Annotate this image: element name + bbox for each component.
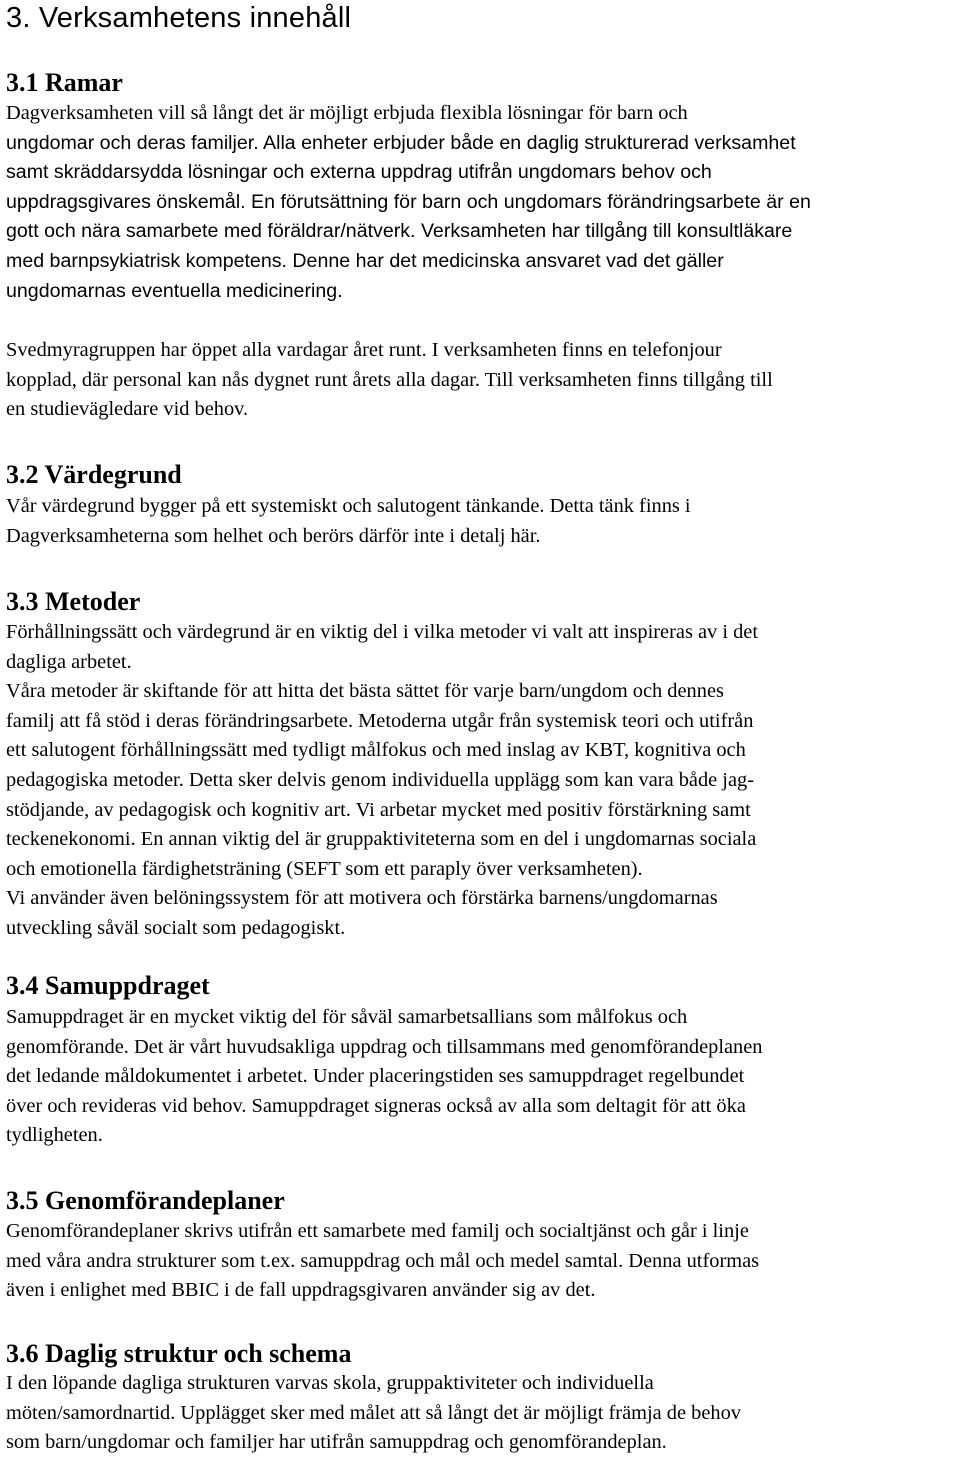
text-line: Dagverksamheten vill så långt det är möjligt erbjuda flexibla lösningar för barn och xyxy=(6,102,688,124)
text-line: även i enlighet med BBIC i de fall uppdragsgivaren använder sig av det. xyxy=(6,1279,596,1302)
text-line: gott och nära samarbete med föräldrar/nätverk. Verksamheten har tillgång till konsultläkare xyxy=(6,220,793,243)
section-3-1-paragraph-2 xyxy=(6,336,958,425)
text-line: tydligheten. xyxy=(6,1124,103,1147)
text-line: ungdomarnas eventuella medicinering. xyxy=(6,279,343,302)
text-line: samt skräddarsydda lösningar och externa uppdrag utifrån ungdomars behov och xyxy=(6,161,712,184)
section-3-2-title: 3.2 Värdegrund xyxy=(6,460,182,489)
text-line: ungdomar och deras familjer. Alla enheter erbjuder både en daglig strukturerad verksamhet xyxy=(6,131,796,154)
text-line: pedagogiska metoder. Detta sker delvis genom individuella upplägg som kan vara både jag- xyxy=(6,768,755,791)
text-line: som barn/ungdomar och familjer har utifrån samuppdrag och genomförandeplan. xyxy=(6,1431,667,1454)
text-line: familj att få stöd i deras förändringsarbete. Metoderna utgår från systemisk teori och utifrån xyxy=(6,709,754,732)
text-line: Vår värdegrund bygger på ett systemiskt och salutogent tänkande. Detta tänk finns i xyxy=(6,495,691,517)
section-3-5-paragraph xyxy=(6,1217,958,1306)
text-line: och emotionella färdighetsträning (SEFT som ett paraply över verksamheten). xyxy=(6,857,643,880)
section-3-2-paragraph xyxy=(6,492,958,551)
section-3-3-paragraph xyxy=(6,618,958,944)
text-line: Vi använder även belöningssystem för att motivera och förstärka barnens/ungdomarnas xyxy=(6,887,718,910)
text-line: Våra metoder är skiftande för att hitta det bästa sättet för varje barn/ungdom och dennes xyxy=(6,680,724,703)
text-line: med barnpsykiatrisk kompetens. Denne har det medicinska ansvaret vad det gäller xyxy=(6,249,724,272)
text-line: I den löpande dagliga strukturen varvas skola, gruppaktiviteter och individuella xyxy=(6,1372,654,1394)
text-line: kopplad, där personal kan nås dygnet runt årets alla dagar. Till verksamheten finns tillgång till xyxy=(6,368,773,391)
text-line: stödjande, av pedagogisk och kognitiv art. Vi arbetar mycket med positiv förstärkning samt xyxy=(6,798,751,821)
text-line: genomförande. Det är vårt huvudsakliga uppdrag och tillsammans med genomförandeplanen xyxy=(6,1035,763,1058)
text-line: Dagverksamheterna som helhet och berörs därför inte i detalj här. xyxy=(6,524,541,547)
section-3-6-paragraph xyxy=(6,1369,958,1458)
text-line: möten/samordnartid. Upplägget sker med målet att så långt det är möjligt främja de behov xyxy=(6,1401,741,1424)
section-3-6-title: 3.6 Daglig struktur och schema xyxy=(6,1339,352,1368)
text-line: Förhållningssätt och värdegrund är en viktig del i vilka metoder vi valt att inspireras av i det xyxy=(6,621,758,643)
text-line: utveckling såväl socialt som pedagogiskt. xyxy=(6,916,346,939)
text-line: teckenekonomi. En annan viktig del är gruppaktiviteterna som en del i ungdomarnas sociala xyxy=(6,828,757,851)
text-line: Genomförandeplaner skrivs utifrån ett samarbete med familj och socialtjänst och går i linje xyxy=(6,1220,749,1242)
text-line: med våra andra strukturer som t.ex. samuppdrag och mål och medel samtal. Denna utformas xyxy=(6,1249,760,1272)
text-line: det ledande måldokumentet i arbetet. Under placeringstiden ses samuppdraget regelbundet xyxy=(6,1065,745,1088)
text-line: över och revideras vid behov. Samuppdraget signeras också av alla som deltagit för att öka xyxy=(6,1094,746,1117)
section-3-3-title: 3.3 Metoder xyxy=(6,587,141,616)
text-line: Svedmyragruppen har öppet alla vardagar året runt. I verksamheten finns en telefonjour xyxy=(6,339,722,361)
section-3-4-paragraph xyxy=(6,1003,958,1151)
text-line: uppdragsgivares önskemål. En förutsättning för barn och ungdomars förändringsarbete är en xyxy=(6,190,811,213)
text-line: dagliga arbetet. xyxy=(6,650,132,673)
section-3-1-paragraph-1 xyxy=(6,99,958,306)
section-3-4-title: 3.4 Samuppdraget xyxy=(6,971,210,1000)
text-line: en studievägledare vid behov. xyxy=(6,398,249,421)
text-line: Samuppdraget är en mycket viktig del för såväl samarbetsallians som målfokus och xyxy=(6,1006,688,1028)
section-3-5-title: 3.5 Genomförandeplaner xyxy=(6,1186,285,1215)
section-3-1-title: 3.1 Ramar xyxy=(6,68,123,97)
chapter-heading: 3. Verksamhetens innehåll xyxy=(6,2,352,34)
text-line: ett salutogent förhållningssätt med tydligt målfokus och med inslag av KBT, kognitiva och xyxy=(6,739,746,762)
